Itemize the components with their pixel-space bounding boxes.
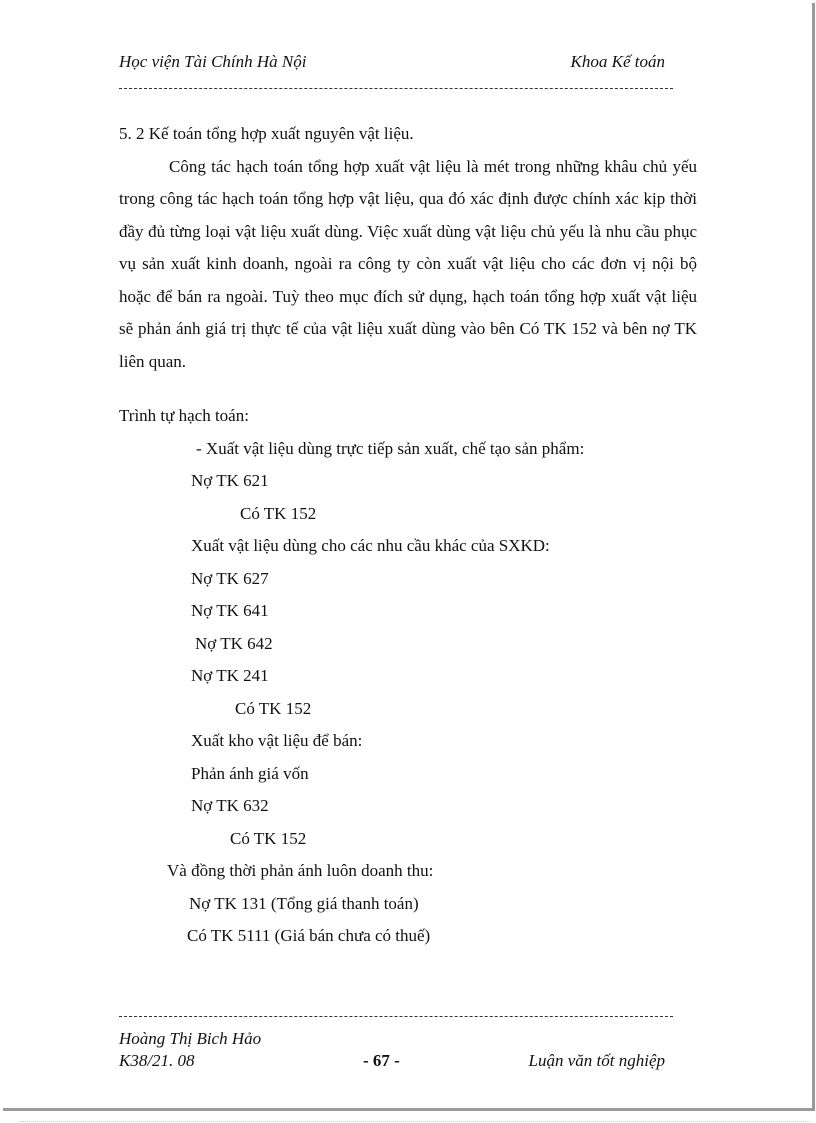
step-line: Xuất vật liệu dùng cho các nhu cầu khác của SXKD: [191, 536, 550, 555]
footer-page-number: - 67 - [363, 1051, 400, 1070]
step-line: Nợ TK 627 [191, 568, 269, 588]
step-line: Nợ TK 241 [191, 666, 269, 685]
page-edge-line [20, 1121, 810, 1122]
step-line: Nợ TK 642 [195, 633, 273, 653]
footer-author: Hoàng Thị Bich Hảo [119, 1029, 262, 1048]
step-line: Xuất kho vật liệu để bán: [191, 731, 363, 750]
step-line: Có TK 152 [230, 828, 307, 848]
header-department: Khoa Kế toán [570, 52, 665, 71]
footer-class: K38/21. 08 [119, 1051, 195, 1070]
step-line: Nợ TK 621 [191, 471, 269, 490]
step-line: Có TK 5111 (Giá bán chưa có thuế) [187, 926, 431, 945]
step-line: - Xuất vật liệu dùng trực tiếp sản xuất, chế tạo sản phẩm: [196, 438, 585, 458]
section-heading: 5. 2 Kế toán tổng hợp xuất nguyên vật liệu. [119, 124, 414, 143]
footer-divider [119, 1016, 673, 1017]
step-line: Có TK 152 [235, 698, 312, 718]
step-line: Nợ TK 641 [191, 601, 269, 620]
header-institution: Học viện Tài Chính Hà Nội [119, 52, 307, 71]
step-line: Nợ TK 632 [191, 796, 269, 815]
sequence-title: Trình tự hạch toán: [119, 406, 249, 425]
step-line: Và đồng thời phản ánh luôn doanh thu: [167, 861, 434, 880]
footer-thesis-label: Luận văn tốt nghiệp [528, 1051, 665, 1070]
header-divider [119, 88, 673, 89]
step-line: Nợ TK 131 (Tổng giá thanh toán) [189, 893, 419, 913]
body-paragraph: Công tác hạch toán tổng hợp xuất vật liệu là mét trong những khâu chủ yếu trong công tác hạch toán tổng hợp vật liệu, qua đó xác định được chính xác kịp thời đầy đủ từng loại vật liệu xuất dùng. Việc xuất dùng vật liệu chủ yếu là nhu cầu phục vụ sản xuất kinh doanh, ngoài ra công ty còn xuất vật liệu cho các đơn vị nội bộ hoặc để bán ra ngoài. Tuỳ theo mục đích sử dụng, hạch toán tổng hợp xuất vật liệu sẽ phản ánh giá trị thực tế của vật liệu xuất dùng vào bên Có TK 152 và bên nợ TK liên quan. [119, 156, 697, 371]
step-line: Phản ánh giá vốn [191, 763, 309, 783]
page-content [119, 118, 697, 953]
paragraph-gap [119, 378, 697, 400]
step-line: Có TK 152 [240, 503, 317, 523]
